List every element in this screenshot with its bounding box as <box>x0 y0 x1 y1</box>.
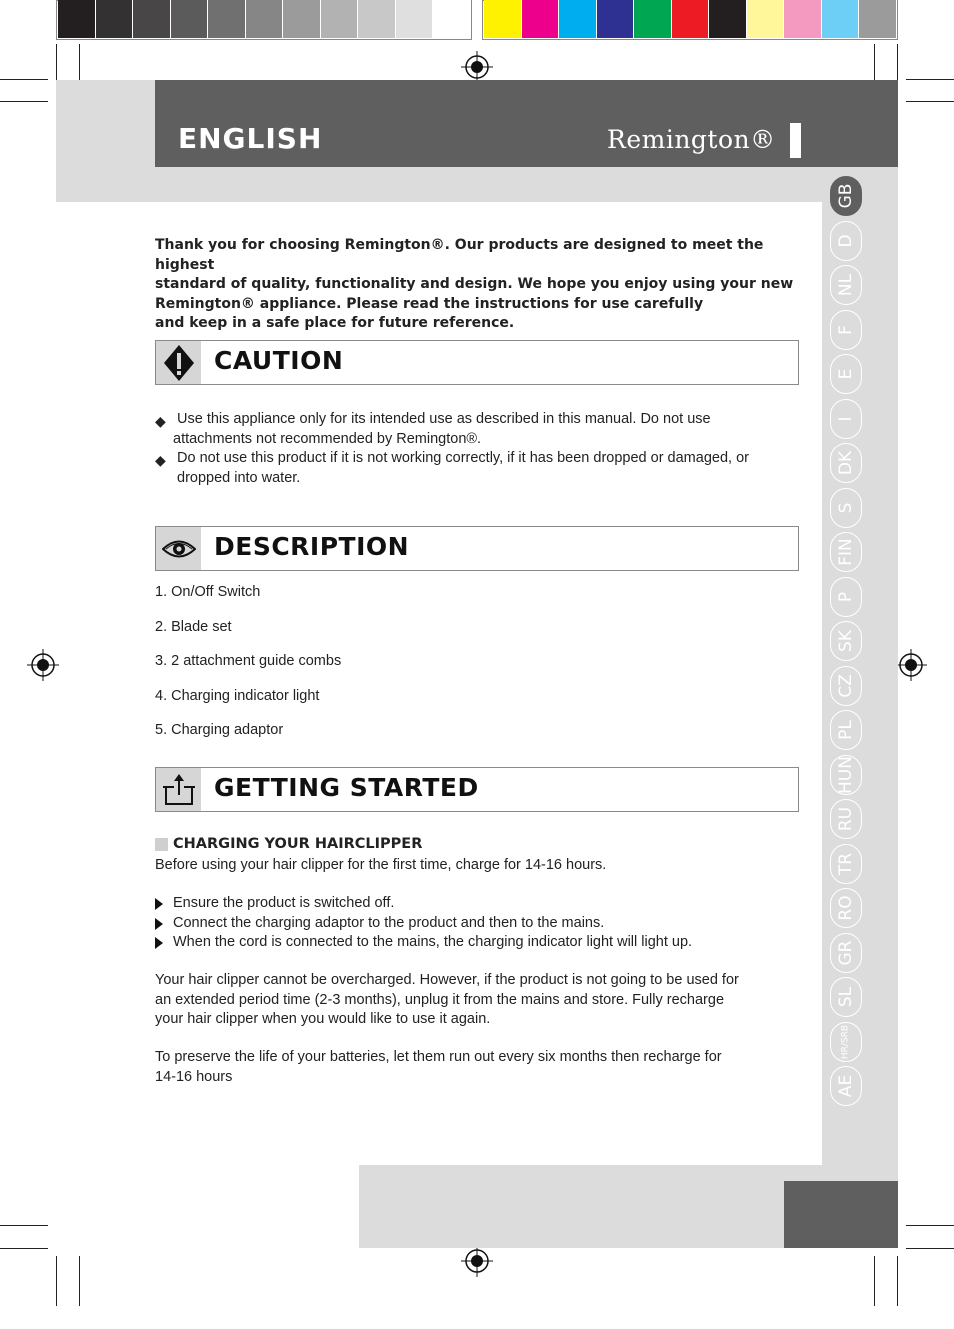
list-item <box>155 933 800 953</box>
crop-mark <box>0 1225 48 1226</box>
crop-mark <box>874 1256 875 1306</box>
brand-logo-bar <box>790 123 801 158</box>
list-item: 2. Blade set <box>155 618 232 635</box>
caution-list <box>155 410 800 488</box>
language-tab-sk[interactable] <box>830 621 862 661</box>
color-swatch <box>96 0 134 38</box>
paragraph-line: 14-16 hours <box>155 1068 233 1085</box>
intro-line: and keep in a safe place for future reference. <box>155 315 515 331</box>
battery-life-paragraph <box>155 1048 800 1087</box>
list-item-text: Do not use this product if it is not working correctly, if it has been dropped or damaged, or <box>177 450 749 466</box>
language-tab-label: S <box>836 502 856 513</box>
diamond-bullet-icon: ◆ <box>155 413 166 429</box>
color-swatch <box>859 0 897 38</box>
crop-mark <box>0 1248 48 1249</box>
overcharge-paragraph <box>155 971 800 1030</box>
color-swatch <box>784 0 822 38</box>
language-tab-s[interactable] <box>830 488 862 528</box>
language-tab-label: D <box>836 233 856 248</box>
language-tab-cz[interactable] <box>830 666 862 706</box>
language-tab-label: PL <box>836 720 856 740</box>
language-tab-label: SL <box>836 986 856 1008</box>
paragraph-line: an extended period time (2-3 months), unplug it from the mains and store. Fully recharge <box>155 991 725 1008</box>
crop-mark <box>906 1225 954 1226</box>
language-tab-p[interactable] <box>830 577 862 617</box>
language-tab-label: GR <box>836 940 856 965</box>
page-number-box <box>784 1181 898 1248</box>
color-swatch <box>747 0 785 38</box>
list-item <box>155 894 800 914</box>
language-tab-label: AE <box>836 1074 856 1098</box>
description-list <box>155 583 655 756</box>
language-tab-label: HUN <box>836 755 856 794</box>
list-item: 4. Charging indicator light <box>155 687 320 704</box>
language-tab-nl[interactable] <box>830 265 862 305</box>
description-title: DESCRIPTION <box>214 532 410 561</box>
color-swatch <box>522 0 560 38</box>
language-tab-i[interactable] <box>830 399 862 439</box>
unpack-box-icon <box>156 768 201 811</box>
getting-started-title: GETTING STARTED <box>214 773 479 802</box>
language-tab-dk[interactable] <box>830 443 862 483</box>
list-item-text: Use this appliance only for its intended use as described in this manual. Do not use <box>177 411 711 427</box>
language-tab-pl[interactable] <box>830 710 862 750</box>
diamond-bullet-icon: ◆ <box>155 452 166 468</box>
intro-line: standard of quality, functionality and design. We hope you enjoy using your new <box>155 276 794 292</box>
square-bullet-icon <box>155 838 168 851</box>
registration-mark-icon <box>27 649 59 681</box>
language-tab-sl[interactable] <box>830 977 862 1017</box>
crop-mark <box>906 1248 954 1249</box>
color-swatch <box>246 0 284 38</box>
language-tab-fin[interactable] <box>830 532 862 572</box>
color-swatch <box>672 0 710 38</box>
crop-mark <box>0 101 48 102</box>
list-item <box>155 914 800 934</box>
charging-intro: Before using your hair clipper for the first time, charge for 14-16 hours. <box>155 857 607 873</box>
registration-mark-icon <box>461 1245 493 1277</box>
language-tab-label: RU <box>836 806 856 832</box>
language-tab-e[interactable] <box>830 354 862 394</box>
language-tab-f[interactable] <box>830 310 862 350</box>
language-tab-gb[interactable] <box>830 176 862 216</box>
list-item-text: Ensure the product is switched off. <box>173 895 395 911</box>
color-calibration-strip <box>484 0 897 40</box>
list-item-text: attachments not recommended by Remington®. <box>173 430 482 447</box>
language-tab-tr[interactable] <box>830 844 862 884</box>
color-swatch <box>709 0 747 38</box>
language-tab-d[interactable] <box>830 221 862 261</box>
color-swatch <box>58 0 96 38</box>
color-swatch <box>133 0 171 38</box>
language-tab-label: F <box>836 324 856 335</box>
arrow-bullet-icon <box>155 918 163 930</box>
language-tab-label: DK <box>836 450 856 476</box>
color-swatch <box>484 0 522 38</box>
list-item <box>155 410 800 449</box>
color-swatch <box>634 0 672 38</box>
language-tab-ru[interactable] <box>830 799 862 839</box>
registration-mark-icon <box>461 51 493 83</box>
caution-title: CAUTION <box>214 346 344 375</box>
color-swatch <box>171 0 209 38</box>
color-swatch <box>283 0 321 38</box>
language-tab-label: RO <box>836 895 856 921</box>
warning-icon <box>156 341 201 384</box>
paragraph-line: Your hair clipper cannot be overcharged. However, if the product is not going to be used for <box>155 972 739 988</box>
list-item: 1. On/Off Switch <box>155 584 261 600</box>
color-swatch <box>358 0 396 38</box>
crop-mark <box>897 1256 898 1306</box>
crop-mark <box>906 101 954 102</box>
language-title: ENGLISH <box>178 122 323 155</box>
language-tab-hun[interactable] <box>830 755 862 795</box>
charging-steps <box>155 894 800 953</box>
description-section-header <box>155 526 799 571</box>
arrow-bullet-icon <box>155 898 163 910</box>
intro-line: Thank you for choosing Remington®. Our products are designed to meet the highest <box>155 237 764 273</box>
eye-icon <box>156 527 201 570</box>
list-item: 5. Charging adaptor <box>155 722 284 739</box>
language-tab-label: NL <box>836 273 856 297</box>
language-tab-label: GB <box>836 183 856 209</box>
color-swatch <box>822 0 860 38</box>
list-item-text: Connect the charging adaptor to the product and then to the mains. <box>173 914 605 931</box>
language-tab-label: HR/SRB <box>840 1024 851 1059</box>
color-swatch <box>208 0 246 38</box>
list-item-text: dropped into water. <box>177 469 301 486</box>
language-tab-label: P <box>836 591 856 602</box>
color-swatch <box>433 0 471 38</box>
grayscale-calibration-strip <box>58 0 471 40</box>
crop-mark <box>56 1256 57 1306</box>
list-item <box>155 449 800 488</box>
language-tab-ro[interactable] <box>830 888 862 928</box>
language-tab-label: TR <box>836 852 856 875</box>
color-swatch <box>321 0 359 38</box>
crop-mark <box>79 1256 80 1306</box>
language-tab-label: SK <box>836 630 856 652</box>
language-tab-label: E <box>836 368 856 380</box>
intro-text <box>155 236 800 334</box>
charging-subheading <box>155 836 422 852</box>
registration-mark-icon <box>895 649 927 681</box>
color-swatch <box>559 0 597 38</box>
arrow-bullet-icon <box>155 937 163 949</box>
getting-started-section-header <box>155 767 799 812</box>
crop-mark <box>0 79 48 80</box>
language-tab-label: I <box>836 415 856 422</box>
paragraph-line: your hair clipper when you would like to use it again. <box>155 1011 491 1027</box>
color-swatch <box>597 0 635 38</box>
crop-mark <box>906 79 954 80</box>
language-tabs <box>830 176 864 1111</box>
language-tab-label: CZ <box>836 673 856 698</box>
language-tab-hr-srb[interactable] <box>830 1022 862 1062</box>
color-swatch <box>396 0 434 38</box>
language-tab-label: FIN <box>836 538 856 566</box>
paragraph-line: To preserve the life of your batteries, let them run out every six months then recharge for <box>155 1049 722 1065</box>
caution-section-header <box>155 340 799 385</box>
language-tab-gr[interactable] <box>830 933 862 973</box>
intro-line: Remington® appliance. Please read the instructions for use carefully <box>155 295 704 312</box>
language-tab-ae[interactable] <box>830 1066 862 1106</box>
list-item-text: When the cord is connected to the mains, the charging indicator light will light up. <box>173 934 693 951</box>
list-item: 3. 2 attachment guide combs <box>155 653 342 670</box>
subheading-text: CHARGING YOUR HAIRCLIPPER <box>173 836 423 852</box>
brand-logo: Remington® <box>607 125 776 154</box>
